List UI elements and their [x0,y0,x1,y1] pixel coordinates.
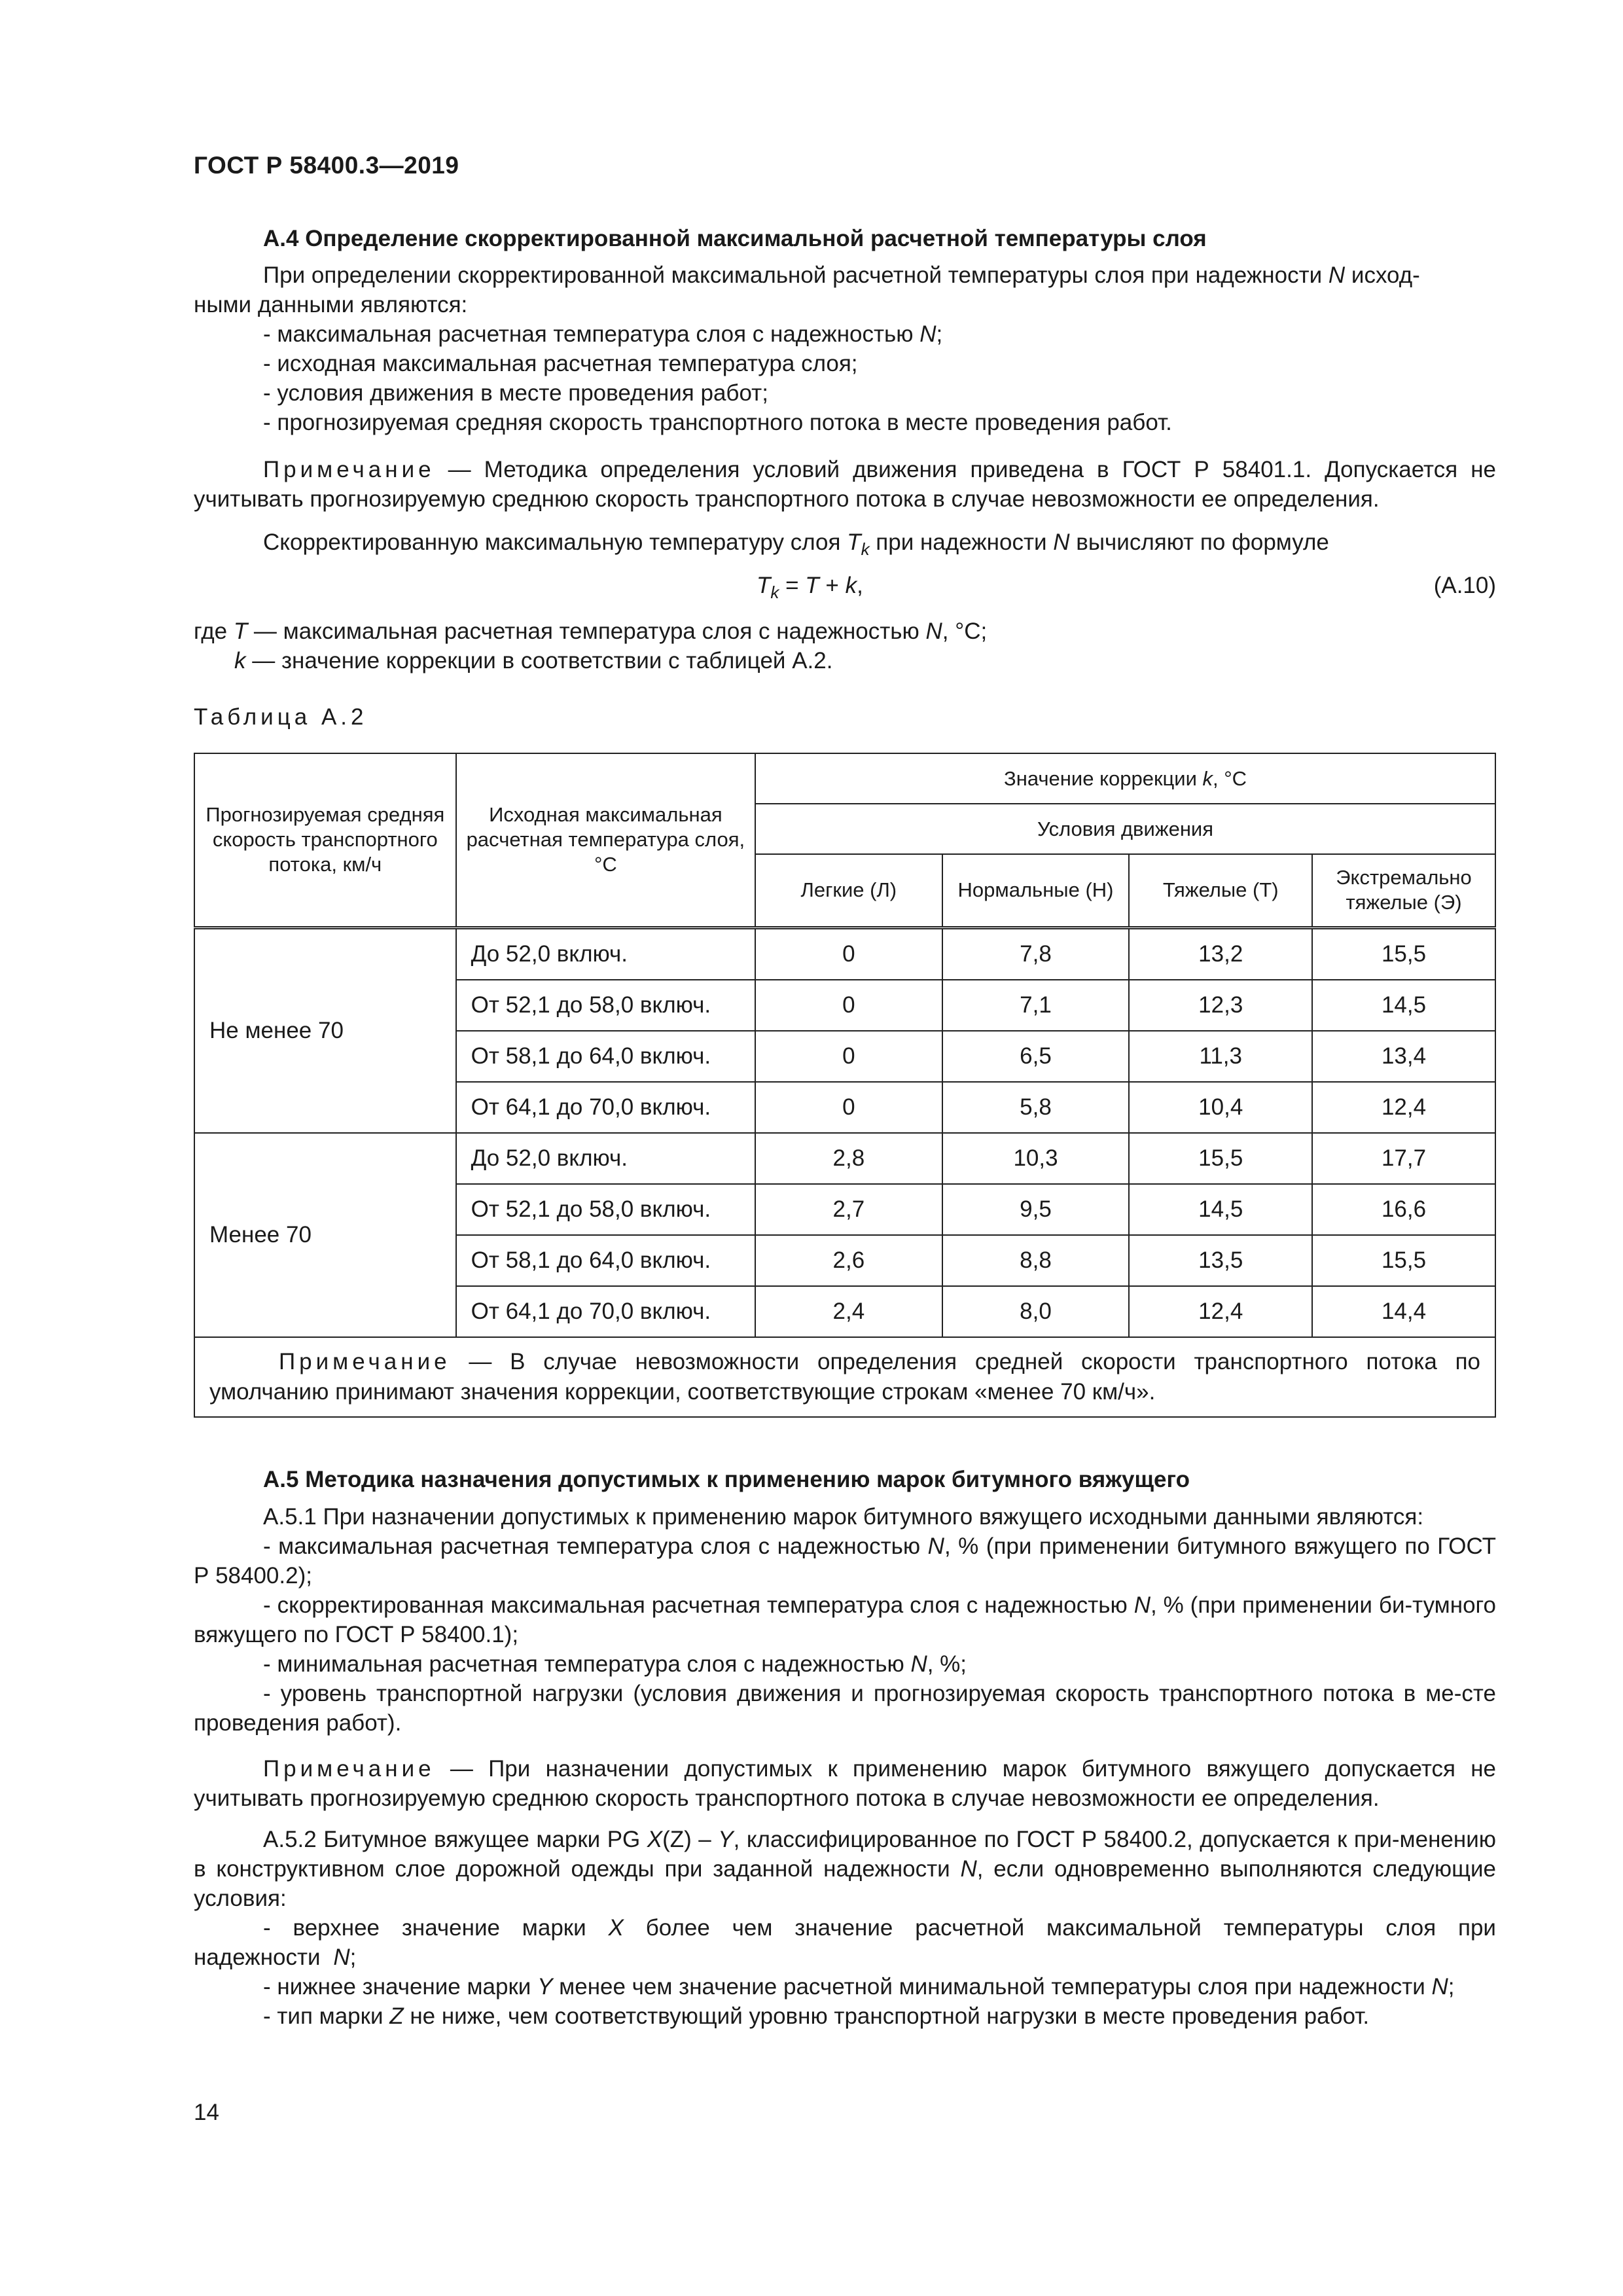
table-row [194,1133,1495,1184]
value-cell: 10,4 [1129,1082,1312,1133]
list-item: - максимальная расчетная температура слоя с надежностью N, % (при применении битумного вяжущего по ГОСТ Р 58400.2); [194,1534,1496,1588]
value-cell: 2,4 [755,1286,942,1337]
header-temperature: Исходная максимальная расчетная температура слоя, °С [456,753,755,927]
section-a4-note: Примечание — Методика определения условий движения приведена в ГОСТ Р 58401.1. Допускается не учитывать прогнозируемую среднюю скорость транспортного потока в случае невозможности ее определения. [194,457,1496,512]
document-code-header: ГОСТ Р 58400.3—2019 [194,152,459,179]
value-cell: 9,5 [942,1184,1130,1235]
value-cell: 8,0 [942,1286,1130,1337]
list-item: - минимальная расчетная температура слоя с надежностью N, %; [263,1651,967,1677]
header-speed: Прогнозируемая средняя скорость транспортного потока, км/ч [194,753,456,927]
header-conditions: Условия движения [755,804,1495,854]
value-cell: 14,4 [1312,1286,1495,1337]
list-item: - уровень транспортной нагрузки (условия движения и прогнозируемая скорость транспортного потока в ме-сте проведения работ). [194,1681,1496,1736]
value-cell: 7,8 [942,927,1130,980]
value-cell: 12,4 [1312,1082,1495,1133]
value-cell: 0 [755,1031,942,1082]
section-a4-intro: При определении скорректированной максимальной расчетной температуры слоя при надежности N исход- ными данными являются: [194,262,1420,317]
temp-cell: От 58,1 до 64,0 включ. [456,1031,755,1082]
value-cell: 14,5 [1129,1184,1312,1235]
section-a5-title: А.5 Методика назначения допустимых к применению марок битумного вяжущего [263,1467,1190,1492]
formula-number: (А.10) [1433,573,1496,598]
header-normal: Нормальные (Н) [942,854,1130,927]
section-a4-list [263,319,1496,437]
value-cell: 15,5 [1129,1133,1312,1184]
page-number: 14 [194,2100,219,2125]
value-cell: 5,8 [942,1082,1130,1133]
list-item: - верхнее значение марки X более чем значение расчетной максимальной температуры слоя при надежности N; [194,1915,1496,1970]
list-item: - нижнее значение марки Y менее чем значение расчетной минимальной температуры слоя при надежности N; [263,1974,1455,2000]
formula-a10: $T_k = T + k$, [757,573,863,602]
value-cell: 11,3 [1129,1031,1312,1082]
value-cell: 15,5 [1312,927,1495,980]
temp-cell: От 52,1 до 58,0 включ. [456,1184,755,1235]
temp-cell: От 64,1 до 70,0 включ. [456,1082,755,1133]
temp-cell: До 52,0 включ. [456,927,755,980]
section-a4-title: А.4 Определение скорректированной максимальной расчетной температуры слоя [263,226,1207,251]
speed-group-cell: Не менее 70 [194,927,456,1133]
section-a5-2: А.5.2 Битумное вяжущее марки PG X(Z) – Y, классифицированное по ГОСТ Р 58400.2, допускается к при-менению в конструктивном слое дорожной одежды при заданной надежности N, если одновременно выполняются следующие условия: - верхнее значение марки X более чем значение расчетной максимальной температуры слоя при надежности N; - нижнее значение марки Y менее чем значение расчетной минимальной температуры слоя при надежности N; - тип марки Z не ниже, чем соответствующий уровню транспортной нагрузки в месте проведения работ. [194,1825,1496,2031]
list-item: - скорректированная максимальная расчетная температура слоя с надежностью N, % (при применении би-тумного вяжущего по ГОСТ Р 58400.1); [194,1592,1496,1647]
value-cell: 2,6 [755,1235,942,1286]
value-cell: 17,7 [1312,1133,1495,1184]
value-cell: 0 [755,980,942,1031]
value-cell: 13,2 [1129,927,1312,980]
value-cell: 7,1 [942,980,1130,1031]
value-cell: 15,5 [1312,1235,1495,1286]
header-extreme: Экстремально тяжелые (Э) [1312,854,1495,927]
value-cell: 16,6 [1312,1184,1495,1235]
value-cell: 14,5 [1312,980,1495,1031]
table-note: Примечание — В случае невозможности определения средней скорости транспортного потока по умолчанию принимают значения коррекции, соответствующие строкам «менее 70 км/ч». [194,1337,1495,1417]
section-a5-note: Примечание — При назначении допустимых к применению марок битумного вяжущего допускается не учитывать прогнозируемую среднюю скорость транспортного потока в случае невозможности ее определения. [194,1756,1496,1811]
temp-cell: От 58,1 до 64,0 включ. [456,1235,755,1286]
header-correction: Значение коррекции k, °С [755,753,1495,804]
value-cell: 2,8 [755,1133,942,1184]
value-cell: 0 [755,1082,942,1133]
list-item: - прогнозируемая средняя скорость транспортного потока в месте проведения работ. [263,410,1172,435]
table-caption: Таблица А.2 [194,704,368,730]
value-cell: 12,3 [1129,980,1312,1031]
value-cell: 2,7 [755,1184,942,1235]
value-cell: 12,4 [1129,1286,1312,1337]
value-cell: 10,3 [942,1133,1130,1184]
temp-cell: От 64,1 до 70,0 включ. [456,1286,755,1337]
value-cell: 6,5 [942,1031,1130,1082]
formula-where: где T — максимальная расчетная температура слоя с надежностью N, °С; k — значение коррекции в соответствии с таблицей А.2. [194,619,988,673]
temp-cell: От 52,1 до 58,0 включ. [456,980,755,1031]
list-item: - условия движения в месте проведения работ; [263,380,768,406]
value-cell: 13,4 [1312,1031,1495,1082]
table-note-row [194,1337,1495,1417]
header-light: Легкие (Л) [755,854,942,927]
speed-group-cell: Менее 70 [194,1133,456,1337]
list-item: - тип марки Z не ниже, чем соответствующий уровню транспортной нагрузки в месте проведения работ. [263,2003,1370,2029]
value-cell: 13,5 [1129,1235,1312,1286]
header-heavy: Тяжелые (Т) [1129,854,1312,927]
formula-intro: Скорректированную максимальную температуру слоя $T_k$ при надежности N вычисляют по формуле [263,529,1329,559]
correction-table [194,753,1496,1418]
value-cell: 0 [755,927,942,980]
section-a5-body: А.5.1 При назначении допустимых к применению марок битумного вяжущего исходными данными являются: - максимальная расчетная температура слоя с надежностью N, % (при применении битумного вяжущего по ГОСТ Р 58400.2); - скорректированная максимальная расчетная температура слоя с надежностью N, % (при применении би-тумного вяжущего по ГОСТ Р 58400.1); - минимальная расчетная температура слоя с надежностью N, %; - уровень транспортной нагрузки (условия движения и прогнозируемая скорость транспортного потока в ме-сте проведения работ). [194,1502,1496,1738]
list-item: - исходная максимальная расчетная температура слоя; [263,351,858,376]
temp-cell: До 52,0 включ. [456,1133,755,1184]
list-item: - максимальная расчетная температура слоя с надежностью N; [263,321,943,347]
table-row [194,927,1495,980]
value-cell: 8,8 [942,1235,1130,1286]
